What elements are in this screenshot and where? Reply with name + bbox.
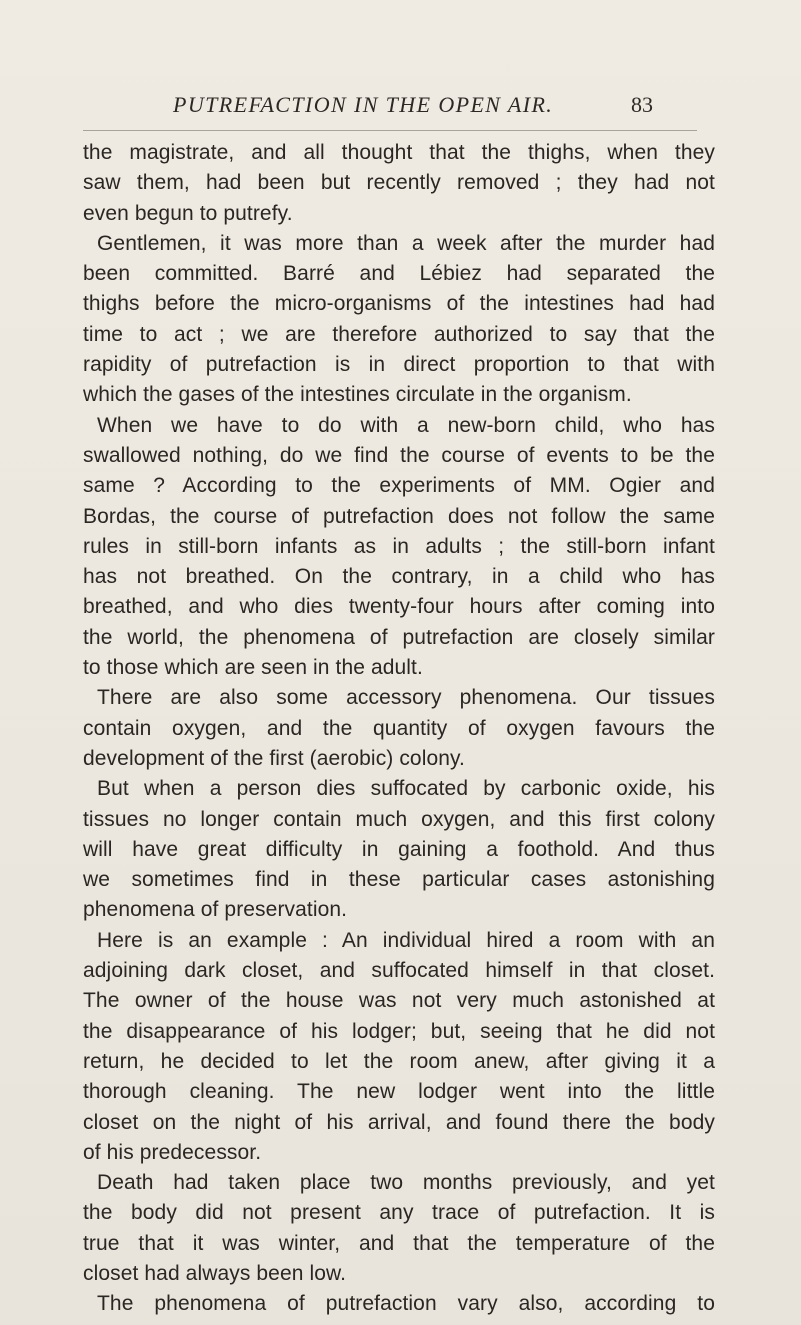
text-line: phenomena of preservation.	[83, 898, 348, 922]
text-line: true that it was winter, and that the temperature of the	[83, 1231, 715, 1255]
text-line: There are also some accessory phenomena. Our tissues	[97, 686, 715, 710]
text-line: will have great difficulty in gaining a foothold. And thus	[83, 837, 715, 861]
text-line: The owner of the house was not very much astonished at	[83, 989, 715, 1013]
text-line: even begun to putrefy.	[83, 201, 293, 225]
text-line: Gentlemen, it was more than a week after the murder had	[97, 231, 715, 255]
text-line: the magistrate, and all thought that the thighs, when they	[83, 141, 715, 164]
text-line: the body did not present any trace of putrefaction. It is	[83, 1201, 715, 1225]
text-line: But when a person dies suffocated by carbonic oxide, his	[97, 777, 715, 801]
text-line: Bordas, the course of putrefaction does not follow the same	[83, 504, 715, 528]
text-line: closet on the night of his arrival, and found there the body	[83, 1110, 715, 1134]
text-line: tissues no longer contain much oxygen, and this first colony	[83, 807, 715, 831]
running-title: PUTREFACTION IN THE OPEN AIR.	[173, 92, 554, 117]
text-line: been committed. Barré and Lébiez had separated the	[83, 262, 715, 286]
text-line: development of the first (aerobic) colony.	[83, 746, 465, 770]
text-line: swallowed nothing, do we find the course of events to be the	[83, 443, 715, 467]
text-line: breathed, and who dies twenty-four hours after coming into	[83, 595, 715, 619]
text-line: saw them, had been but recently removed ; they had not	[83, 171, 715, 195]
text-line: time to act ; we are therefore authorized to say that the	[83, 322, 715, 346]
text-line: adjoining dark closet, and suffocated himself in that closet.	[83, 959, 715, 983]
text-line: rapidity of putrefaction is in direct proportion to that with	[83, 353, 715, 377]
text-line: to those which are seen in the adult.	[83, 656, 423, 680]
header-rule	[83, 130, 697, 131]
text-line: thighs before the micro-organisms of the intestines had had	[83, 292, 715, 316]
text-line: has not breathed. On the contrary, in a child who has	[83, 565, 715, 589]
text-line: Here is an example : An individual hired a room with an	[97, 928, 715, 952]
text-line: of his predecessor.	[83, 1140, 262, 1164]
text-line: same ? According to the experiments of MM. Ogier and	[83, 474, 715, 498]
text-line: Death had taken place two months previously, and yet	[97, 1171, 715, 1195]
text-line: which the gases of the intestines circulate in the organism.	[83, 383, 632, 407]
running-head	[0, 92, 801, 122]
text-line: contain oxygen, and the quantity of oxygen favours the	[83, 716, 715, 740]
page-number: 83	[631, 92, 653, 117]
body-text	[83, 138, 715, 1320]
text-line: the world, the phenomena of putrefaction are closely similar	[83, 625, 715, 649]
text-line: The phenomena of putrefaction vary also, according to	[97, 1292, 715, 1316]
text-line: we sometimes find in these particular cases astonishing	[83, 868, 715, 892]
text-line: thorough cleaning. The new lodger went into the little	[83, 1080, 715, 1104]
text-line: the disappearance of his lodger; but, seeing that he did not	[83, 1019, 715, 1043]
text-line: rules in still-born infants as in adults ; the still-born infant	[83, 534, 715, 558]
text-line: closet had always been low.	[83, 1261, 347, 1285]
text-line: When we have to do with a new-born child, who has	[97, 413, 715, 437]
text-line: return, he decided to let the room anew, after giving it a	[83, 1049, 715, 1073]
